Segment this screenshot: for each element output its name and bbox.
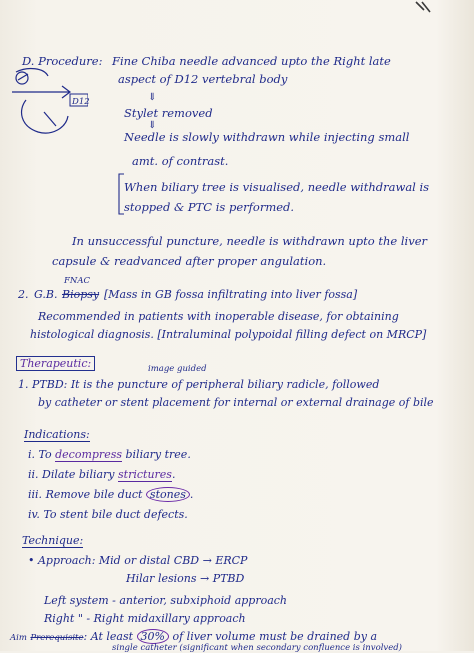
technique-heading: Technique: [22,534,84,547]
indication-text: To stent bile duct defects. [43,508,188,521]
gb-bracket-note: [Mass in GB fossa infiltrating into liver fossa] [104,288,358,301]
procedure-line-9: capsule & readvanced after proper angulation. [52,254,327,268]
aim-percent: 30% [137,629,169,644]
procedure-line-5: amt. of contrast. [132,154,229,168]
indication-text: Remove bile duct [45,488,143,501]
aim-post: of liver volume must be drained by a [172,630,378,643]
technique-line-2: Hilar lesions → PTBD [126,572,245,585]
therapeutic-line-1: 1. PTBD: It is the puncture of peripheral biliary radicle, followed [18,378,380,391]
indication-item [28,488,193,501]
prerequisite-struck: Prerequisite [30,633,84,643]
indication-number: iii. [28,488,43,501]
arrow-down-icon: ⇓ [148,120,157,131]
therapeutic-heading: Therapeutic: [16,356,95,371]
indication-text-tail: . [189,488,194,501]
sketch-label: D12 [72,97,90,107]
indication-text: To [38,448,52,461]
procedure-line-3: Stylet removed [124,106,213,120]
indication-number: i. [28,448,36,461]
aim-label: Aim [10,633,27,643]
indication-keyword: strictures [118,468,172,481]
indication-item [28,468,175,481]
technique-line-4: Right " - Right midaxillary approach [44,612,246,625]
aim-line-2: single catheter (significant when secondary confluence is involved) [112,643,403,653]
gb-line-2: histological diagnosis. [Intraluminal polypoidal filling defect on MRCP] [30,328,427,341]
indication-keyword: stones [146,487,190,502]
indication-keyword: decompress [55,448,122,461]
image-guided-note: image guided [148,364,207,374]
indication-text: Dilate biliary [42,468,115,481]
procedure-line-4: Needle is slowly withdrawn while injecting small [124,130,410,144]
procedure-line-8: In unsuccessful puncture, needle is withdrawn upto the liver [72,234,428,248]
page-corner-scribble [408,0,474,40]
indication-item [28,508,188,521]
gb-struck-word: Biopsy [62,288,100,301]
therapeutic-line-2: by catheter or stent placement for internal or external drainage of bile [38,396,434,409]
indications-heading: Indications: [24,428,90,441]
indication-text-tail: biliary tree. [125,448,191,461]
fnac-note: FNAC [64,276,90,286]
procedure-line-1: Fine Chiba needle advanced upto the Right late [112,54,391,68]
procedure-line-7: stopped & PTC is performed. [124,200,295,214]
gb-line-1: Recommended in patients with inoperable disease, for obtaining [38,310,399,323]
aim-line [10,630,377,643]
gb-label: G.B. [34,288,58,301]
aim-pre: : At least [83,630,134,643]
procedure-line-6: When biliary tree is visualised, needle withdrawal is [124,180,430,194]
indication-item [28,448,191,461]
procedure-label: D. Procedure: [22,54,103,68]
indication-number: iv. [28,508,40,521]
procedure-line-2: aspect of D12 vertebral body [118,72,288,86]
technique-line-1: • Approach: Mid or distal CBD → ERCP [28,554,248,567]
indication-number: ii. [28,468,39,481]
indication-text-tail: . [171,468,176,481]
arrow-down-icon: ⇓ [148,92,157,103]
technique-line-3: Left system - anterior, subxiphoid approach [44,594,288,607]
gb-number: 2. [18,288,29,301]
